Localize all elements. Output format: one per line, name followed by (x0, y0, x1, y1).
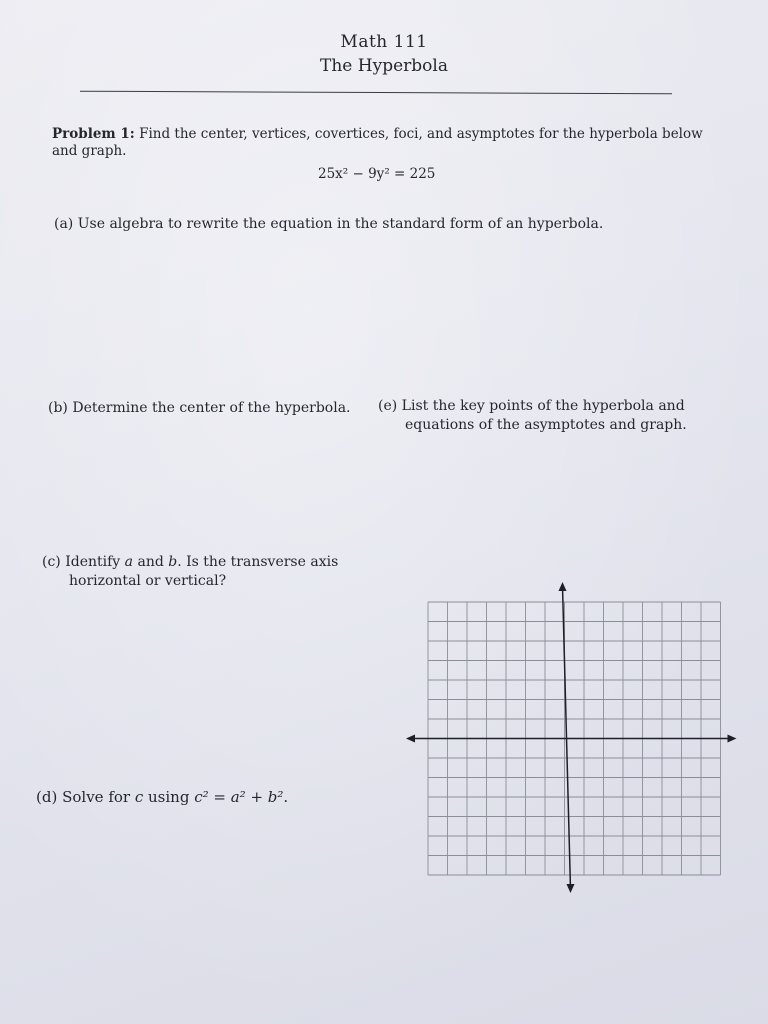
part-e-label: (e) (378, 398, 398, 414)
part-b-label: (b) (48, 400, 68, 416)
var-b: b (168, 554, 178, 570)
problem-label: Problem 1: (52, 126, 135, 142)
part-c-line2: horizontal or vertical? (69, 573, 227, 589)
x-axis-left-arrow-icon (406, 735, 415, 743)
x-axis-right-arrow-icon (728, 735, 737, 743)
coordinate-grid[interactable] (400, 580, 750, 910)
pythagorean-formula: c² = a² + b² (194, 788, 284, 806)
part-d-text-post: . (283, 788, 289, 806)
part-c-text-mid: and (133, 554, 169, 570)
part-a-text: Use algebra to rewrite the equation in the standard form of an hyperbola. (77, 216, 604, 232)
part-a (54, 215, 694, 234)
part-d-label: (d) (36, 788, 58, 806)
part-e-line1: List the key points of the hyperbola and (401, 398, 685, 414)
var-c: c (134, 788, 144, 806)
part-b (48, 399, 378, 418)
y-axis-down-arrow-icon (567, 884, 575, 893)
axes (406, 582, 737, 893)
part-e-line2: equations of the asymptotes and graph. (405, 417, 687, 433)
problem-statement (52, 126, 712, 160)
part-c-label: (c) (42, 554, 61, 570)
y-axis (563, 586, 571, 889)
problem-equation: 25x² − 9y² = 225 (318, 166, 436, 182)
var-a: a (124, 554, 134, 570)
part-b-text: Determine the center of the hyperbola. (72, 400, 351, 416)
page-title: The Hyperbola (320, 56, 448, 76)
part-d-text-pre: Solve for (62, 788, 135, 806)
problem-text: Find the center, vertices, covertices, foci, and asymptotes for the hyperbola below and graph. (52, 126, 703, 159)
part-d-text-mid: using (143, 788, 195, 806)
part-a-label: (a) (54, 216, 74, 232)
part-c-text-post: . Is the transverse axis (177, 554, 339, 570)
title-divider (80, 91, 672, 95)
part-c-text-pre: Identify (65, 554, 125, 570)
y-axis-up-arrow-icon (559, 582, 567, 591)
part-e (378, 397, 728, 435)
course-title: Math 111 (340, 32, 428, 52)
part-c (42, 553, 372, 591)
part-d (36, 788, 376, 807)
